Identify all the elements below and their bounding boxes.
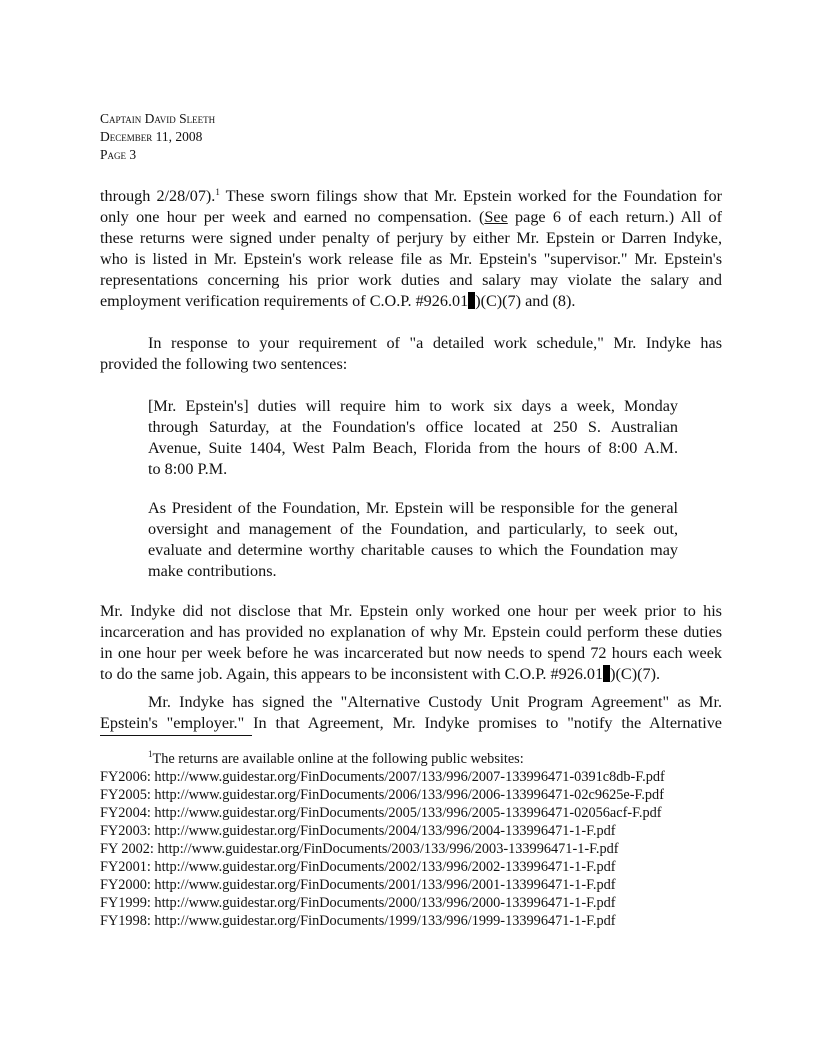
quote-line: to 8:00 P.M. [148, 460, 228, 478]
paragraph-line: Mr. Indyke has signed the "Alternative Custody Unit Program Agreement" as Mr. [148, 693, 722, 711]
quote-line: As President of the Foundation, Mr. Epstein will be responsible for the general [148, 499, 678, 517]
quote-line: oversight and management of the Foundation, and particularly, to seek out, [148, 520, 678, 538]
paragraph-line: through 2/28/07).$^1$ These sworn filings show that Mr. Epstein worked for the Foundation for [100, 187, 722, 205]
paragraph-line: Epstein's "employer." In that Agreement, Mr. Indyke promises to "notify the Alternative [100, 714, 722, 732]
footnote-entry: FY2005: http://www.guidestar.org/FinDocuments/2006/133/996/2006-133996471-02c9625e-F.pdf [100, 787, 664, 803]
paragraph-line: representations concerning his prior work duties and salary may violate the salary and [100, 271, 722, 289]
paragraph-line: these returns were signed under penalty of perjury by either Mr. Epstein or Darren Indyke, [100, 229, 722, 247]
quote-line: evaluate and determine worthy charitable causes to which the Foundation may [148, 541, 678, 559]
paragraph-line: in one hour per week before he was incarcerated but now needs to spend 72 hours each week [100, 644, 722, 662]
recipient-name: Captain David Sleeth [100, 111, 216, 126]
paragraph-line: incarceration and has provided no explanation of why Mr. Epstein could perform these duties [100, 623, 722, 641]
footnote-divider [100, 735, 252, 736]
paragraph-line: to do the same job. Again, this appears to be inconsistent with C.O.P. #926.01 )(C)(7). [100, 665, 661, 683]
paragraph-line: provided the following two sentences: [100, 355, 348, 373]
letter-header [100, 110, 215, 164]
footnote-entry: FY2001: http://www.guidestar.org/FinDocuments/2002/133/996/2002-133996471-1-F.pdf [100, 859, 616, 875]
footnote-marker: 1 [215, 187, 220, 197]
letter-date: December 11, 2008 [100, 129, 203, 144]
footnote-entry: FY2006: http://www.guidestar.org/FinDocuments/2007/133/996/2007-133996471-0391c8db-F.pdf [100, 769, 665, 785]
paragraph-line: In response to your requirement of "a detailed work schedule," Mr. Indyke has [148, 334, 722, 352]
paragraph-line: employment verification requirements of C.O.P. #926.01 )(C)(7) and (8). [100, 292, 576, 310]
quote-line: Avenue, Suite 1404, West Palm Beach, Florida from the hours of 8:00 A.M. [148, 439, 678, 457]
quote-line: through Saturday, at the Foundation's office located at 250 S. Australian [148, 418, 678, 436]
see-citation: See [484, 208, 508, 226]
paragraph-line: only one hour per week and earned no compensation. (See page 6 of each return.) All of [100, 208, 722, 226]
paragraph-line: Mr. Indyke did not disclose that Mr. Epstein only worked one hour per week prior to his [100, 602, 722, 620]
footnote-entry: FY2004: http://www.guidestar.org/FinDocuments/2005/133/996/2005-133996471-02056acf-F.pdf [100, 805, 662, 821]
footnote-intro: $^1$The returns are available online at the following public websites: [148, 749, 524, 767]
footnote-entry: FY1999: http://www.guidestar.org/FinDocuments/2000/133/996/2000-133996471-1-F.pdf [100, 895, 616, 911]
paragraph-line: who is listed in Mr. Epstein's work release file as Mr. Epstein's "supervisor." Mr. Epstein's [100, 250, 722, 268]
quote-line: make contributions. [148, 562, 277, 580]
footnote-entry: FY 2002: http://www.guidestar.org/FinDocuments/2003/133/996/2003-133996471-1-F.pdf [100, 841, 619, 857]
footnote-entry: FY2000: http://www.guidestar.org/FinDocuments/2001/133/996/2001-133996471-1-F.pdf [100, 877, 616, 893]
footnote-entry: FY1998: http://www.guidestar.org/FinDocuments/1999/133/996/1999-133996471-1-F.pdf [100, 913, 616, 929]
footnote-entry: FY2003: http://www.guidestar.org/FinDocuments/2004/133/996/2004-133996471-1-F.pdf [100, 823, 616, 839]
page-number: Page 3 [100, 147, 137, 162]
quote-line: [Mr. Epstein's] duties will require him to work six days a week, Monday [148, 397, 678, 415]
